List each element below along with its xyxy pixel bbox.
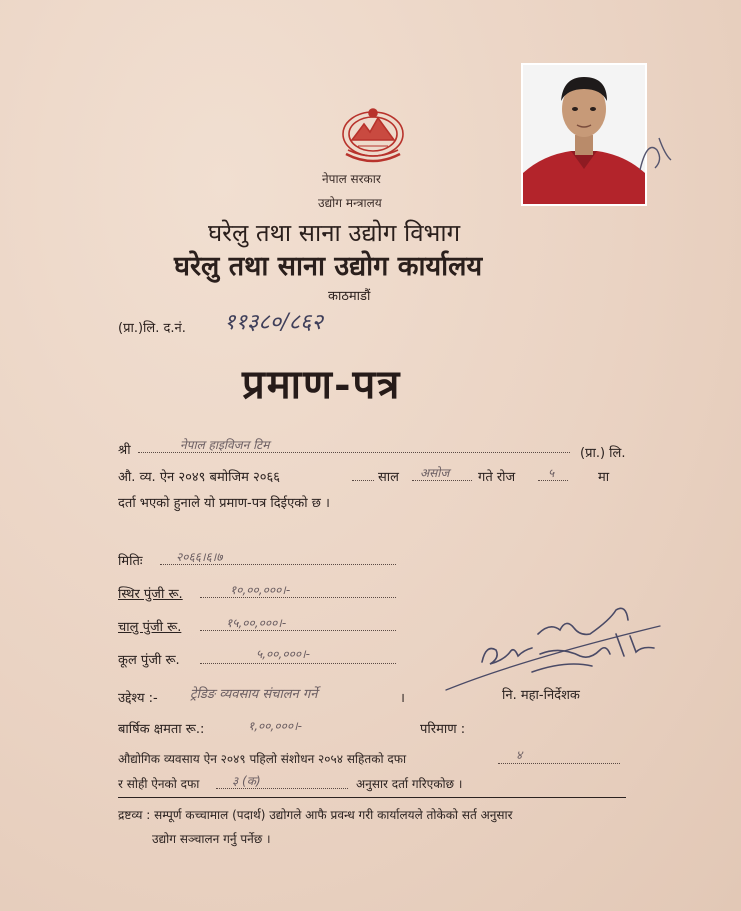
registration-label: (प्रा.)लि. द.नं. — [118, 321, 186, 336]
year-suffix: साल — [378, 470, 399, 485]
total-capital-value: ५,००,०००।- — [256, 647, 310, 661]
ministry-name: उद्योग मन्त्रालय — [318, 196, 382, 210]
holder-photograph — [521, 63, 647, 206]
signatory-title: नि. महा-निर्देशक — [502, 688, 580, 703]
date-label: मितिः — [118, 554, 143, 569]
note-divider — [118, 797, 626, 798]
objective-end: । — [400, 691, 405, 706]
fixed-capital-label: स्थिर पुंजी रू. — [118, 587, 183, 602]
quantity-label: परिमाण : — [420, 722, 466, 737]
objective-label: उद्देश्य :- — [118, 691, 158, 706]
act-text: औ. व्य. ऐन २०४९ बमोजिम २०६६ — [118, 470, 281, 485]
certificate-title: प्रमाण-पत्र — [242, 361, 402, 408]
day-value: ५ — [548, 466, 555, 480]
year-line — [352, 466, 374, 481]
industrial-act-text: औद्योगिक व्यवसाय ऐन २०४९ पहिलो संशोधन २०५४ सहितको दफा — [118, 752, 407, 766]
capacity-label: बार्षिक क्षमता रू.: — [118, 722, 205, 737]
background-bleed — [420, 286, 424, 299]
ma-label: मा — [598, 470, 610, 485]
note-line-1: द्रष्टव्य : सम्पूर्ण कच्चामाल (पदार्थ) उद्योगले आफै प्रवन्ध गरी कार्यालयले तोकेको सर्त अनुसार — [118, 808, 513, 822]
government-name: नेपाल सरकार — [322, 172, 381, 186]
fixed-capital-value: १०,००,०००।- — [230, 583, 291, 597]
photo-signature-icon — [635, 130, 675, 180]
as-per-text: अनुसार दर्ता गरिएकोछ । — [356, 777, 463, 791]
dafa-value: ४ — [516, 748, 523, 762]
company-name: नेपाल हाइविजन टिम — [180, 438, 270, 452]
sri-label: श्री — [118, 443, 131, 458]
department-name: घरेलु तथा साना उद्योग विभाग — [208, 219, 461, 247]
total-capital-label: कूल पुंजी रू. — [118, 653, 180, 668]
registration-number: ११३८०/८६२ — [224, 310, 323, 335]
capacity-value: १,००,०००।- — [248, 719, 302, 733]
same-act-text: र सोही ऐनको दफा — [118, 777, 200, 791]
nepal-government-emblem-icon — [338, 104, 408, 168]
working-capital-value: १५,००,०००।- — [226, 616, 287, 630]
note-line-2: उद्योग सञ्चालन गर्नु पर्नेछ । — [152, 832, 271, 846]
person-photo-icon — [523, 65, 645, 204]
working-capital-label: चालु पुंजी रू. — [118, 620, 182, 635]
gate-roj-label: गते रोज — [478, 470, 516, 485]
month-value: असोज — [420, 466, 450, 480]
pvt-ltd-suffix: (प्रा.) लि. — [580, 446, 626, 461]
objective-value: ट्रेडिङ व्यवसाय संचालन गर्ने — [190, 687, 318, 702]
same-act-value: ३ (क) — [232, 774, 261, 788]
office-name: घरेलु तथा साना उद्योग कार्यालय — [174, 251, 483, 282]
date-value: २०६६।६।७ — [176, 550, 223, 564]
registered-text: दर्ता भएको हुनाले यो प्रमाण-पत्र दिईएको छ । — [118, 496, 330, 511]
city-name: काठमाडौं — [328, 289, 371, 304]
